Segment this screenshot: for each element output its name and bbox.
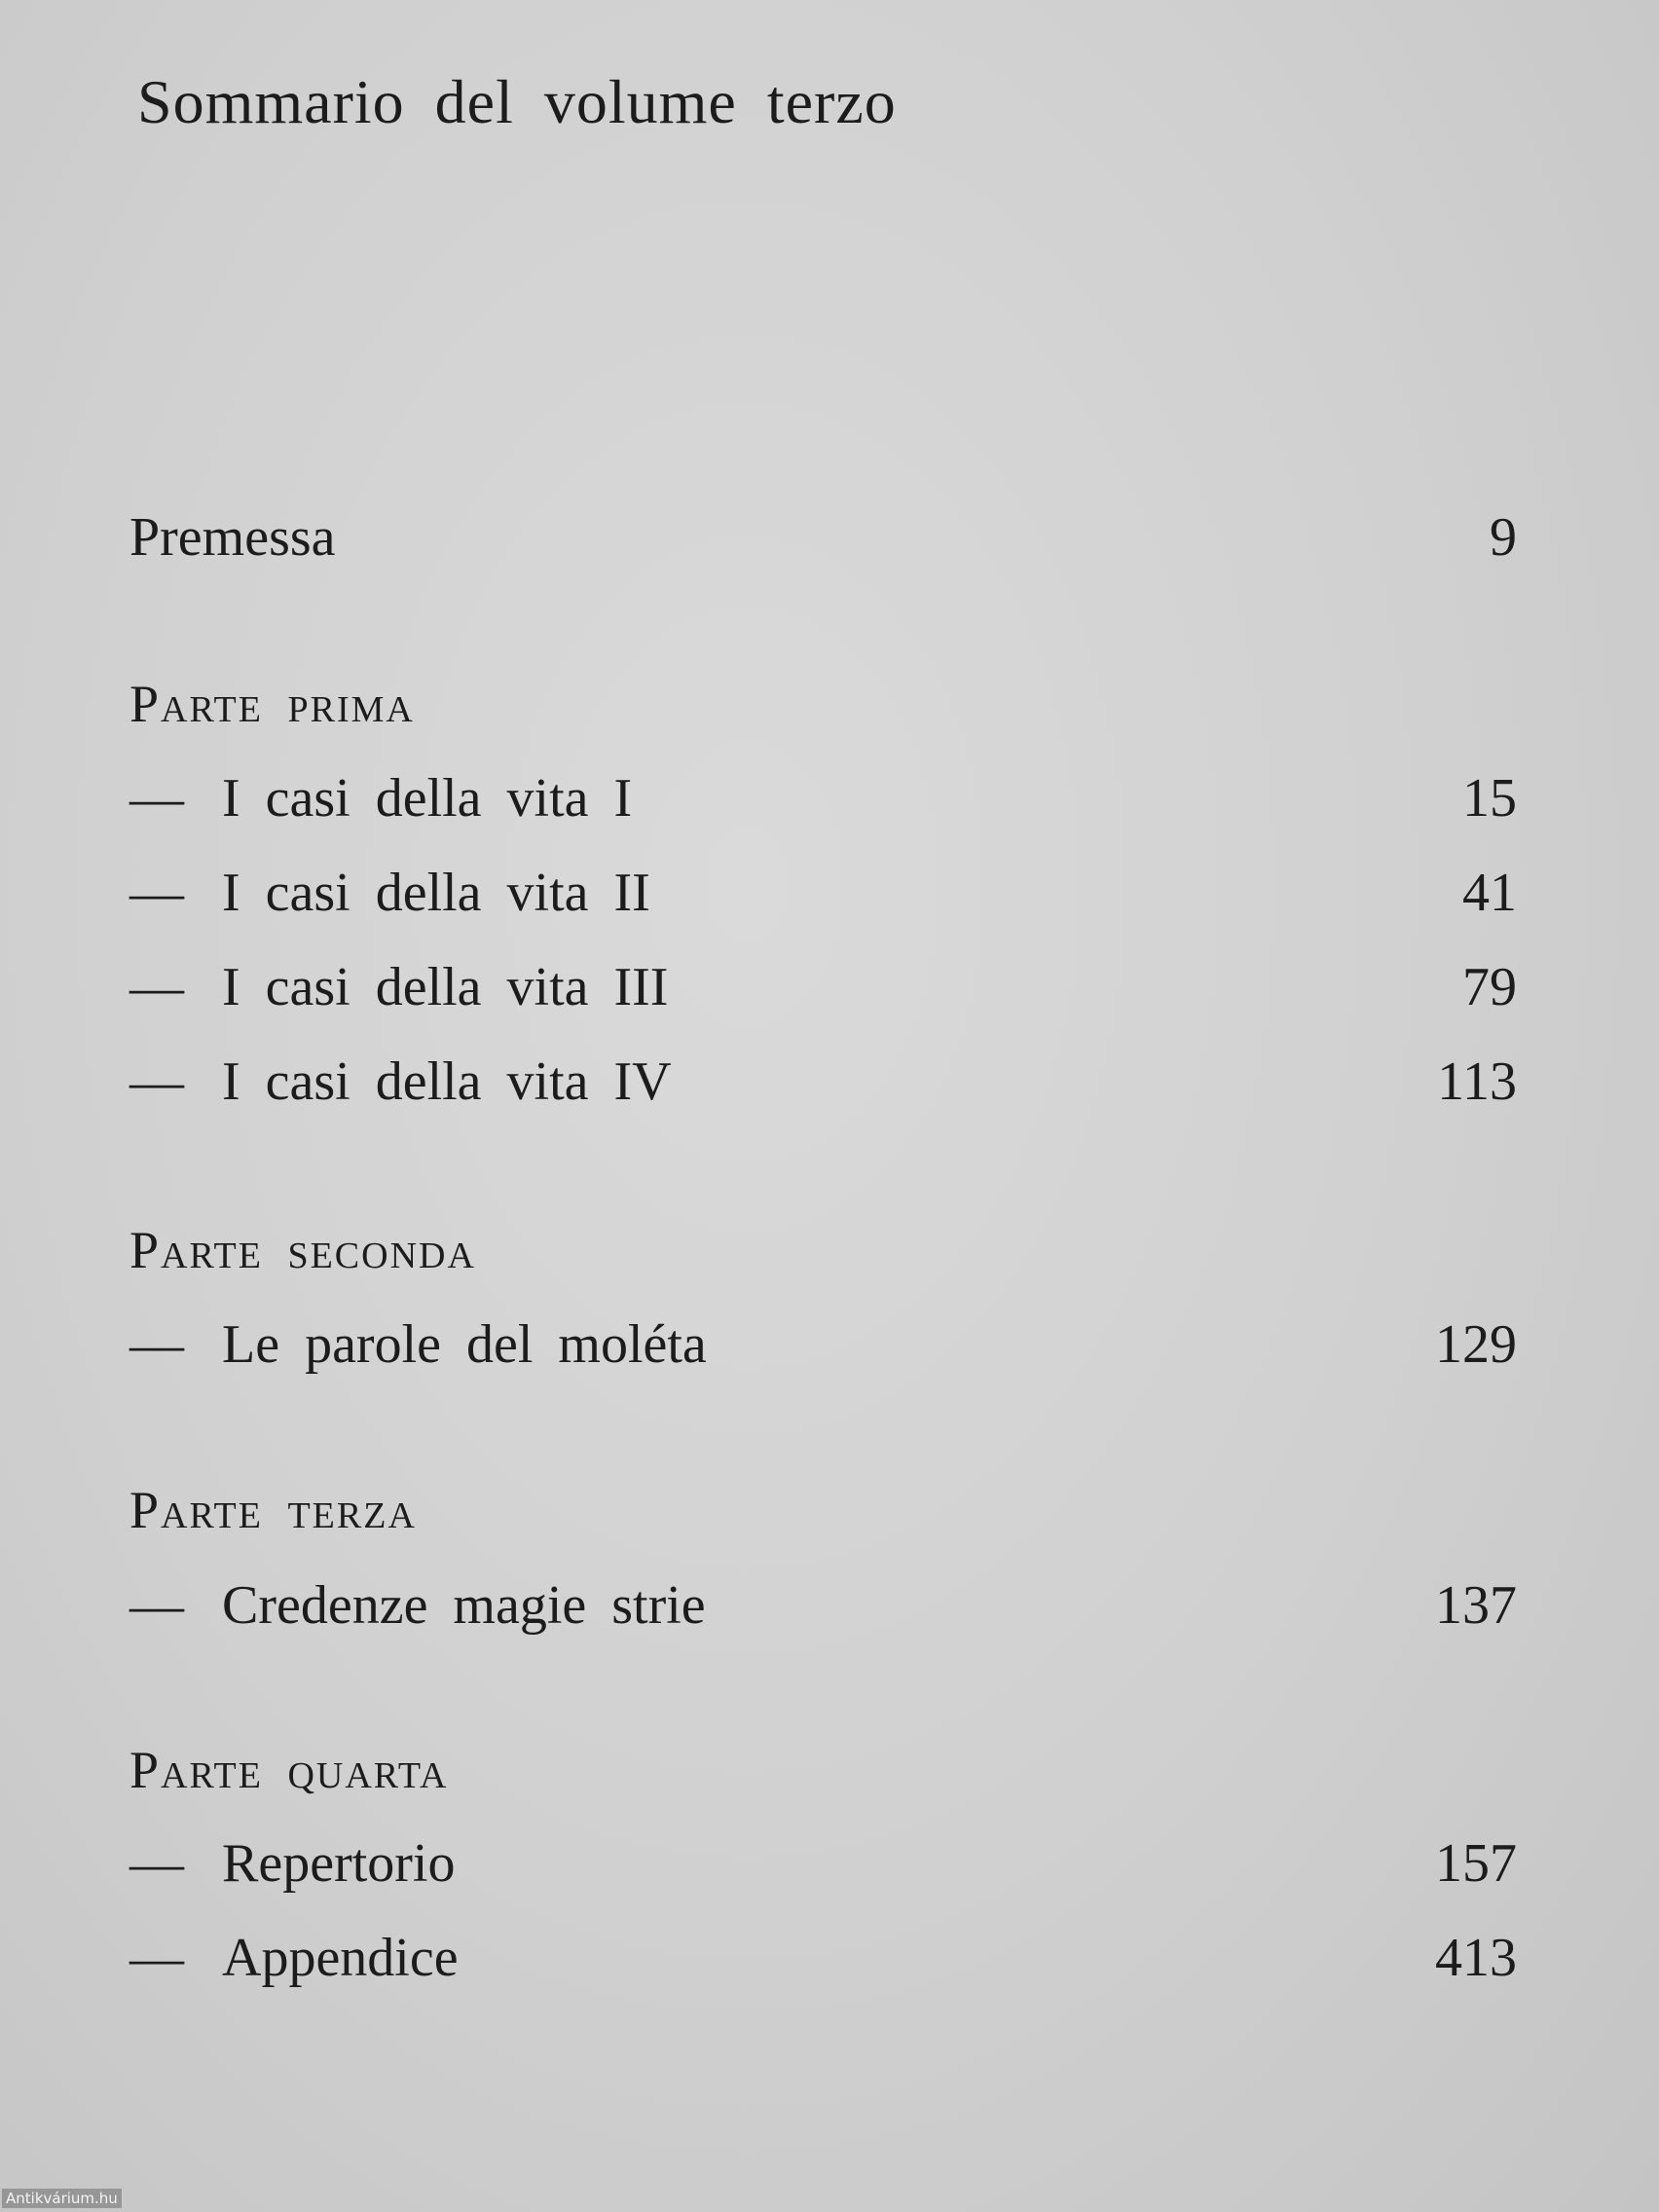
toc-entry-page: 157 [1435, 1833, 1517, 1894]
em-dash: — [129, 1051, 184, 1112]
toc-entry-page: 137 [1435, 1575, 1517, 1636]
toc-entry-label: I casi della vita IV [222, 1051, 672, 1112]
toc-entry [129, 1832, 1517, 1910]
em-dash: — [129, 1314, 184, 1375]
toc-entry [129, 1927, 1517, 2005]
toc-entry [129, 956, 1517, 1034]
toc-entry [129, 862, 1517, 940]
part-heading-quarta: Parte quarta [129, 1741, 449, 1799]
toc-entry [129, 1574, 1517, 1652]
toc-entry-page: 413 [1435, 1928, 1517, 1988]
toc-entry-label: Appendice [222, 1928, 459, 1988]
em-dash: — [129, 1928, 184, 1988]
toc-entry-label: Credenze magie strie [222, 1575, 706, 1636]
toc-entry-label: I casi della vita III [222, 957, 669, 1017]
toc-entry-page: 129 [1435, 1314, 1517, 1375]
toc-entry-label: Repertorio [222, 1833, 456, 1894]
toc-entry-label: I casi della vita II [222, 863, 650, 923]
watermark: Antikvárium.hu [2, 2189, 122, 2208]
toc-entry-page: 79 [1462, 957, 1517, 1017]
toc-entry [129, 1313, 1517, 1391]
toc-entry-label: I casi della vita I [222, 768, 633, 829]
toc-entry-page: 113 [1437, 1051, 1517, 1112]
page-title: Sommario del volume terzo [137, 67, 897, 136]
part-heading-seconda: Parte seconda [129, 1221, 476, 1279]
em-dash: — [129, 768, 184, 829]
em-dash: — [129, 1833, 184, 1894]
toc-entry-premessa [129, 506, 1517, 584]
em-dash: — [129, 863, 184, 923]
toc-entry-page: 15 [1462, 768, 1517, 829]
em-dash: — [129, 1575, 184, 1636]
toc-entry [129, 767, 1517, 845]
part-heading-terza: Parte terza [129, 1481, 417, 1539]
part-heading-prima: Parte prima [129, 675, 415, 733]
toc-entry-page: 41 [1462, 863, 1517, 923]
toc-entry-label: Le parole del moléta [222, 1314, 707, 1375]
toc-entry-page: 9 [1490, 507, 1517, 568]
toc-entry [129, 1051, 1517, 1128]
em-dash: — [129, 957, 184, 1017]
toc-entry-label: Premessa [129, 507, 336, 568]
